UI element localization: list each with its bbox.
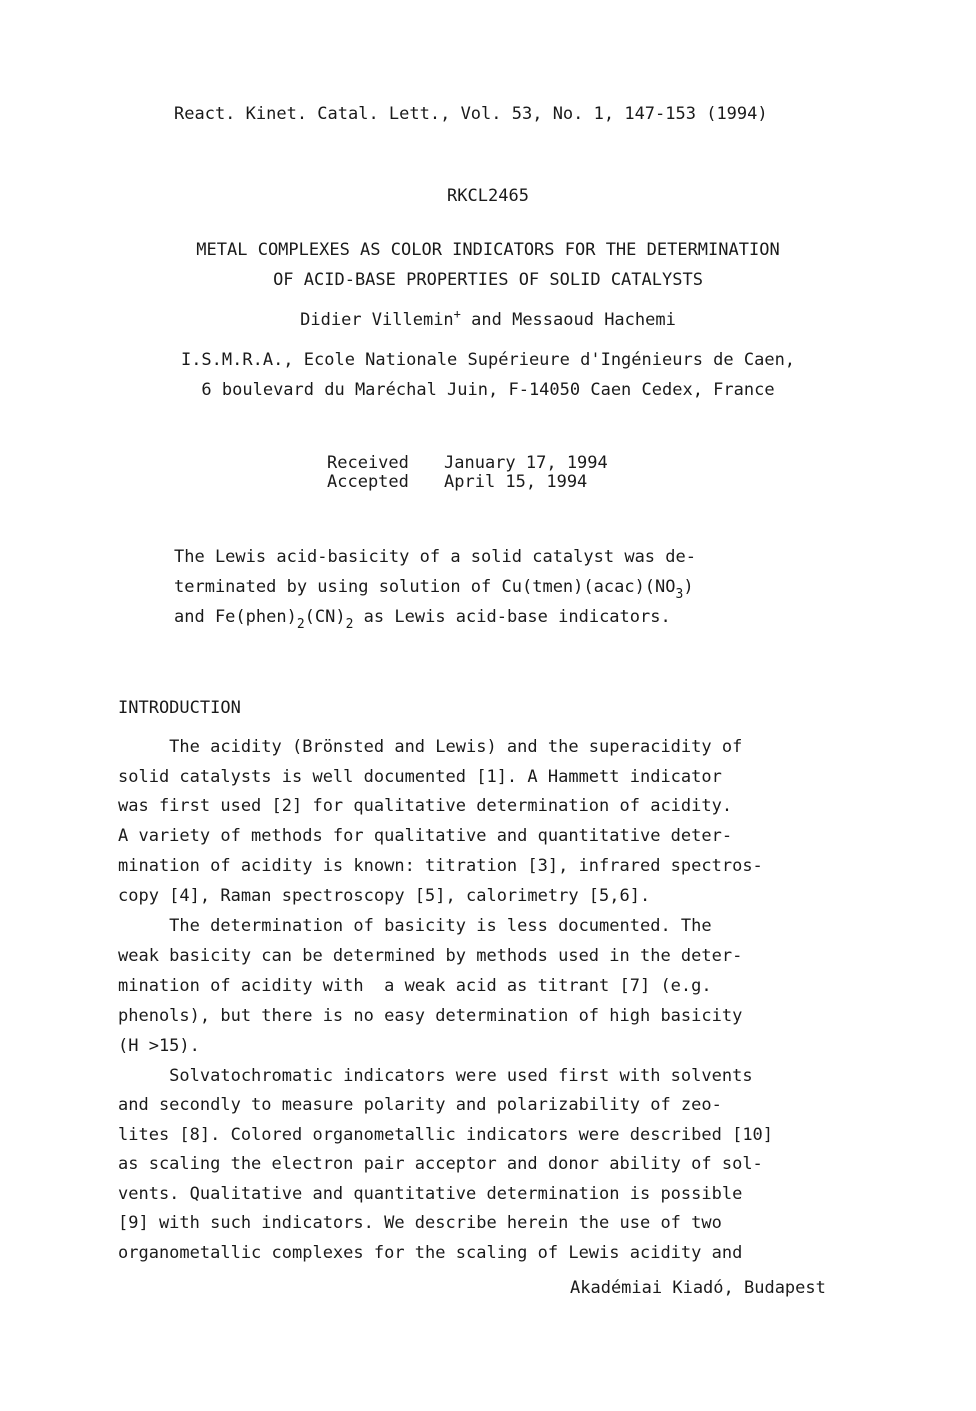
body-line: and secondly to measure polarity and polarizability of zeo-	[118, 1095, 722, 1115]
body-line: The determination of basicity is less documented. The	[118, 916, 712, 936]
body-line: lites [8]. Colored organometallic indicators were described [10]	[118, 1125, 774, 1145]
received-date: January 17, 1994	[444, 453, 608, 473]
body-line: phenols), but there is no easy determination of high basicity	[118, 1006, 743, 1026]
body-line: weak basicity can be determined by methods used in the deter-	[118, 946, 743, 966]
author-2: and Messaoud Hachemi	[460, 310, 676, 330]
body-line: as scaling the electron pair acceptor and donor ability of sol-	[118, 1154, 763, 1174]
title-line-1: METAL COMPLEXES AS COLOR INDICATORS FOR THE DETERMINATION	[196, 240, 780, 260]
body-line: Solvatochromatic indicators were used first with solvents	[118, 1066, 753, 1086]
author-1: Didier Villemin	[300, 310, 454, 330]
publisher-footer: Akadémiai Kiadó, Budapest	[570, 1278, 826, 1298]
abstract-line-2: terminated by using solution of $Cu(tmen)(acac)(NO_3)$	[174, 577, 694, 602]
section-heading-introduction: INTRODUCTION	[118, 698, 241, 718]
body-line: A variety of methods for qualitative and quantitative deter-	[118, 826, 733, 846]
journal-citation: React. Kinet. Catal. Lett., Vol. 53, No. 1, 147-153 (1994)	[174, 104, 768, 124]
accepted-date: April 15, 1994	[444, 472, 588, 492]
accepted-label: Accepted	[327, 472, 409, 492]
body-line: vents. Qualitative and quantitative determination is possible	[118, 1184, 743, 1204]
body-line: organometallic complexes for the scaling of Lewis acidity and	[118, 1243, 743, 1263]
abstract-line-3: and $Fe(phen)_2(CN)_2$ as Lewis acid-base indicators.	[174, 607, 671, 632]
body-line: The acidity (Brönsted and Lewis) and the superacidity of	[118, 737, 743, 757]
body-line: mination of acidity is known: titration [3], infrared spectros-	[118, 856, 763, 876]
body-line: (H >15).	[118, 1036, 200, 1056]
body-line: mination of acidity with a weak acid as titrant [7] (e.g.	[118, 976, 712, 996]
body-line: solid catalysts is well documented [1]. A Hammett indicator	[118, 767, 722, 787]
received-label: Received	[327, 453, 409, 473]
abstract-line-1: The Lewis acid-basicity of a solid catalyst was de-	[174, 547, 696, 567]
affiliation-line-2: 6 boulevard du Maréchal Juin, F-14050 Caen Cedex, France	[201, 380, 775, 400]
authors	[0, 307, 976, 330]
body-line: [9] with such indicators. We describe herein the use of two	[118, 1213, 722, 1233]
corresponding-author-mark: +	[453, 307, 461, 321]
affiliation-line-1: I.S.M.R.A., Ecole Nationale Supérieure d'Ingénieurs de Caen,	[180, 350, 796, 370]
article-code: RKCL2465	[447, 186, 529, 206]
body-line: copy [4], Raman spectroscopy [5], calorimetry [5,6].	[118, 886, 651, 906]
title-line-2: OF ACID-BASE PROPERTIES OF SOLID CATALYSTS	[273, 270, 703, 290]
body-line: was first used [2] for qualitative determination of acidity.	[118, 796, 733, 816]
